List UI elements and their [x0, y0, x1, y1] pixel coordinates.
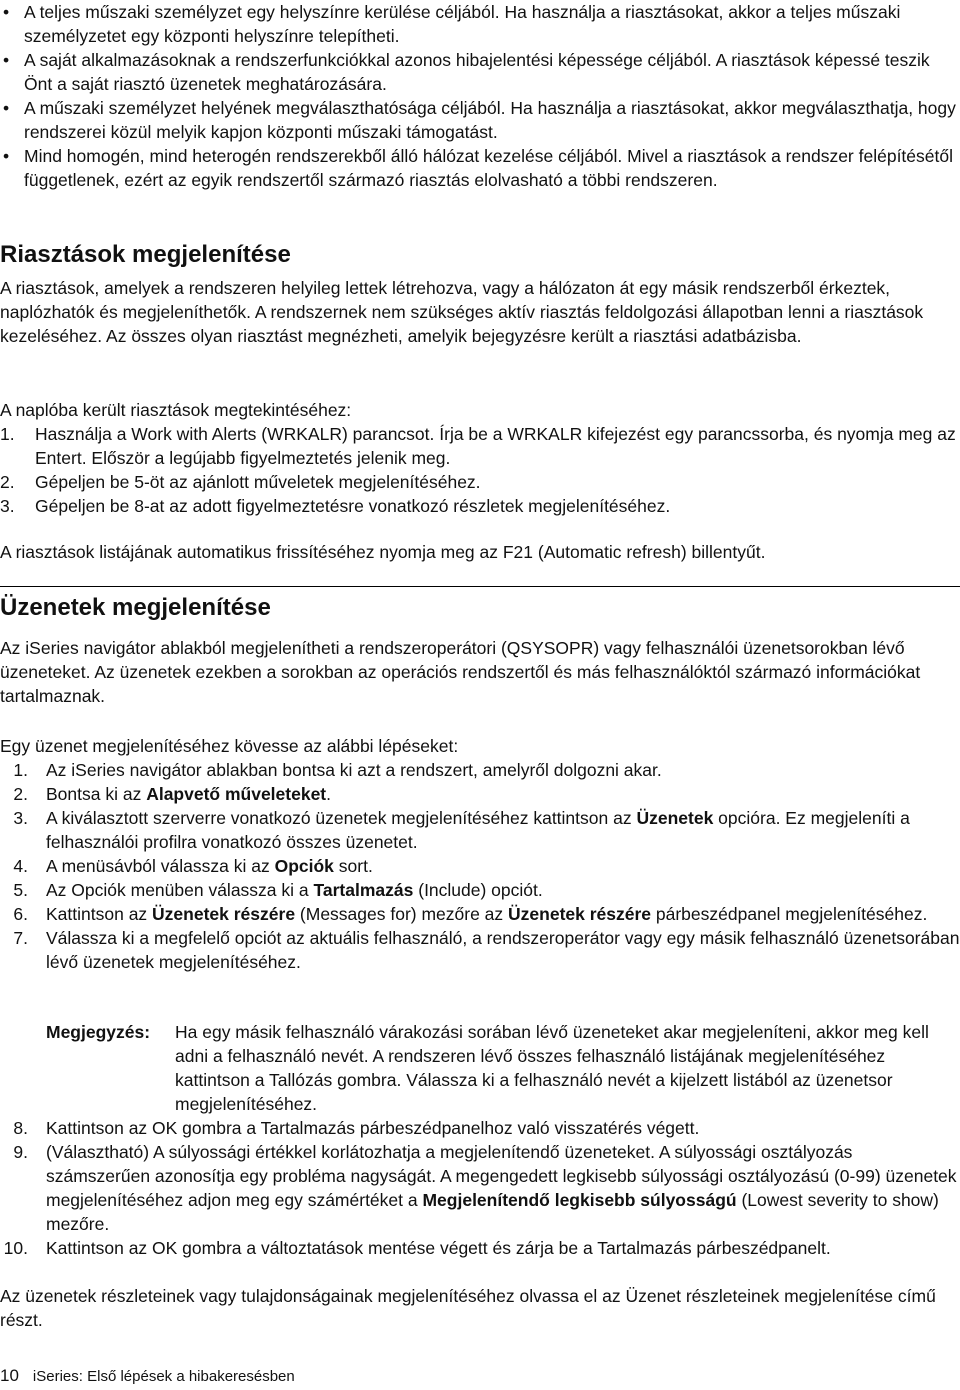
list-item: 9. (Választható) A súlyossági értékkel korlátozhatja a megjelenítendő üzeneteket. A súlyossági osztályozás számszerűen azonosítja egy probléma nagyságát. A megengedett legkisebb súlyossági osztályozású (0-99) üzenetek megjelenítéséhez adjon meg egy számértéket a Megjelenítendő legkisebb súlyosságú (Lowest severity to show) mezőre. [13, 1142, 957, 1234]
list-item: 2. Bontsa ki az Alapvető műveleteket. [13, 784, 332, 804]
note-block [46, 1020, 960, 1116]
alert-steps-list [0, 422, 960, 518]
bullet-icon: • [3, 98, 10, 118]
section-intro-alerts: A riasztások, amelyek a rendszeren helyileg lettek létrehozva, vagy a hálózaton át egy másik rendszerből érkeztek, naplózhatók és megjeleníthetők. A rendszernek nem szükséges aktív riasztás feldolgozási állapotban lenni a riasztások kezeléséhez. Az összes olyan riasztást megnézheti, amelyik bejegyzésre került a riasztási adatbázisba. [0, 278, 924, 346]
list-item: 2. Gépeljen be 5-öt az ajánlott műveletek megjelenítéséhez. [0, 472, 481, 492]
benefit-bullet-list [0, 0, 960, 192]
list-item: 7. Válassza ki a megfelelő opciót az aktuális felhasználó, a rendszeroperátor vagy egy másik felhasználó üzenetsorában lévő üzenetek megjelenítéséhez. [13, 928, 960, 972]
steps-lead-messages: Egy üzenet megjelenítéséhez kövesse az alábbi lépéseket: [0, 736, 459, 756]
page-number: 10 [0, 1366, 19, 1385]
section-divider [0, 586, 960, 587]
message-steps-list-continued [0, 1116, 960, 1260]
list-item: 8. Kattintson az OK gombra a Tartalmazás párbeszédpanelhoz való visszatérés végett. [13, 1118, 700, 1138]
note-text: Ha egy másik felhasználó várakozási sorában lévő üzeneteket akar megjeleníteni, akkor meg kell adni a felhasználó nevét. A rendszeren lévő összes felhasználó listájának megjelenítéséhez kattintson a Tallózás gombra. Válassza ki a felhasználó nevét a kijelzett listából az üzenetsor megjelenítéséhez. [175, 1022, 929, 1114]
page-footer [0, 1366, 960, 1387]
section-heading-alerts: Riasztások megjelenítése [0, 241, 291, 268]
list-item: 5. Az Opciók menüben válassza ki a Tartalmazás (Include) opciót. [13, 880, 543, 900]
message-steps-list [0, 758, 960, 974]
list-item: 3. Gépeljen be 8-at az adott figyelmeztetésre vonatkozó részletek megjelenítéséhez. [0, 496, 671, 516]
note-label: Megjegyzés: [46, 1022, 151, 1042]
steps-lead-alerts: A naplóba került riasztások megtekintéséhez: [0, 400, 352, 420]
bullet-icon: • [3, 2, 10, 22]
list-item: 1. Az iSeries navigátor ablakban bontsa ki azt a rendszert, amelyről dolgozni akar. [13, 760, 662, 780]
section-heading-messages: Üzenetek megjelenítése [0, 594, 271, 621]
book-title: iSeries: Első lépések a hibakeresésben [32, 1368, 295, 1385]
bullet-icon: • [3, 50, 10, 70]
list-item: • Mind homogén, mind heterogén rendszerekből álló hálózat kezelése céljából. Mivel a riasztások a rendszer felépítésétől függetlenek, ezért az egyik rendszertől származó riasztás elolvasható a többi rendszeren. [3, 146, 953, 190]
list-item: 1. Használja a Work with Alerts (WRKALR) parancsot. Írja be a WRKALR kifejezést egy parancssorba, és nyomja meg az Entert. Először a legújabb figyelmeztetés jelenik meg. [0, 424, 956, 468]
list-item: • A saját alkalmazásoknak a rendszerfunkciókkal azonos hibajelentési képessége céljából. A riasztások képessé teszik Önt a saját riasztó üzenetek meghatározására. [3, 50, 930, 94]
list-item: • A műszaki személyzet helyének megválaszthatósága céljából. Ha használja a riasztásokat, akkor megválaszthatja, hogy rendszerei közül melyik kapjon központi műszaki támogatást. [3, 98, 956, 142]
messages-closing-text: Az üzenetek részleteinek vagy tulajdonságainak megjelenítéséhez olvassa el az Üzenet részleteinek megjelenítése című részt. [0, 1286, 936, 1330]
list-item: • A teljes műszaki személyzet egy helyszínre kerülése céljából. Ha használja a riasztásokat, akkor a teljes műszaki személyzetet egy központi helyszínre telepítheti. [3, 2, 901, 46]
alerts-closing-text: A riasztások listájának automatikus frissítéséhez nyomja meg az F21 (Automatic refresh) billentyűt. [0, 542, 766, 562]
list-item: 3. A kiválasztott szerverre vonatkozó üzenetek megjelenítéséhez kattintson az Üzenetek opcióra. Ez megjeleníti a felhasználói profilra vonatkozó összes üzenetet. [13, 808, 910, 852]
section-intro-messages: Az iSeries navigátor ablakból megjelenítheti a rendszeroperátori (QSYSOPR) vagy felhasználói üzenetsorokban lévő üzeneteket. Az üzenetek ezekben a sorokban az operációs rendszertől és más felhasználóktól származó információkat tartalmaznak. [0, 638, 921, 706]
list-item: 6. Kattintson az Üzenetek részére (Messages for) mezőre az Üzenetek részére párbeszédpanel megjelenítéséhez. [13, 904, 928, 924]
list-item: 4. A menüsávból válassza ki az Opciók sort. [13, 856, 373, 876]
list-item: 10. Kattintson az OK gombra a változtatások mentése végett és zárja be a Tartalmazás párbeszédpanelt. [3, 1238, 831, 1258]
bullet-icon: • [3, 146, 10, 166]
